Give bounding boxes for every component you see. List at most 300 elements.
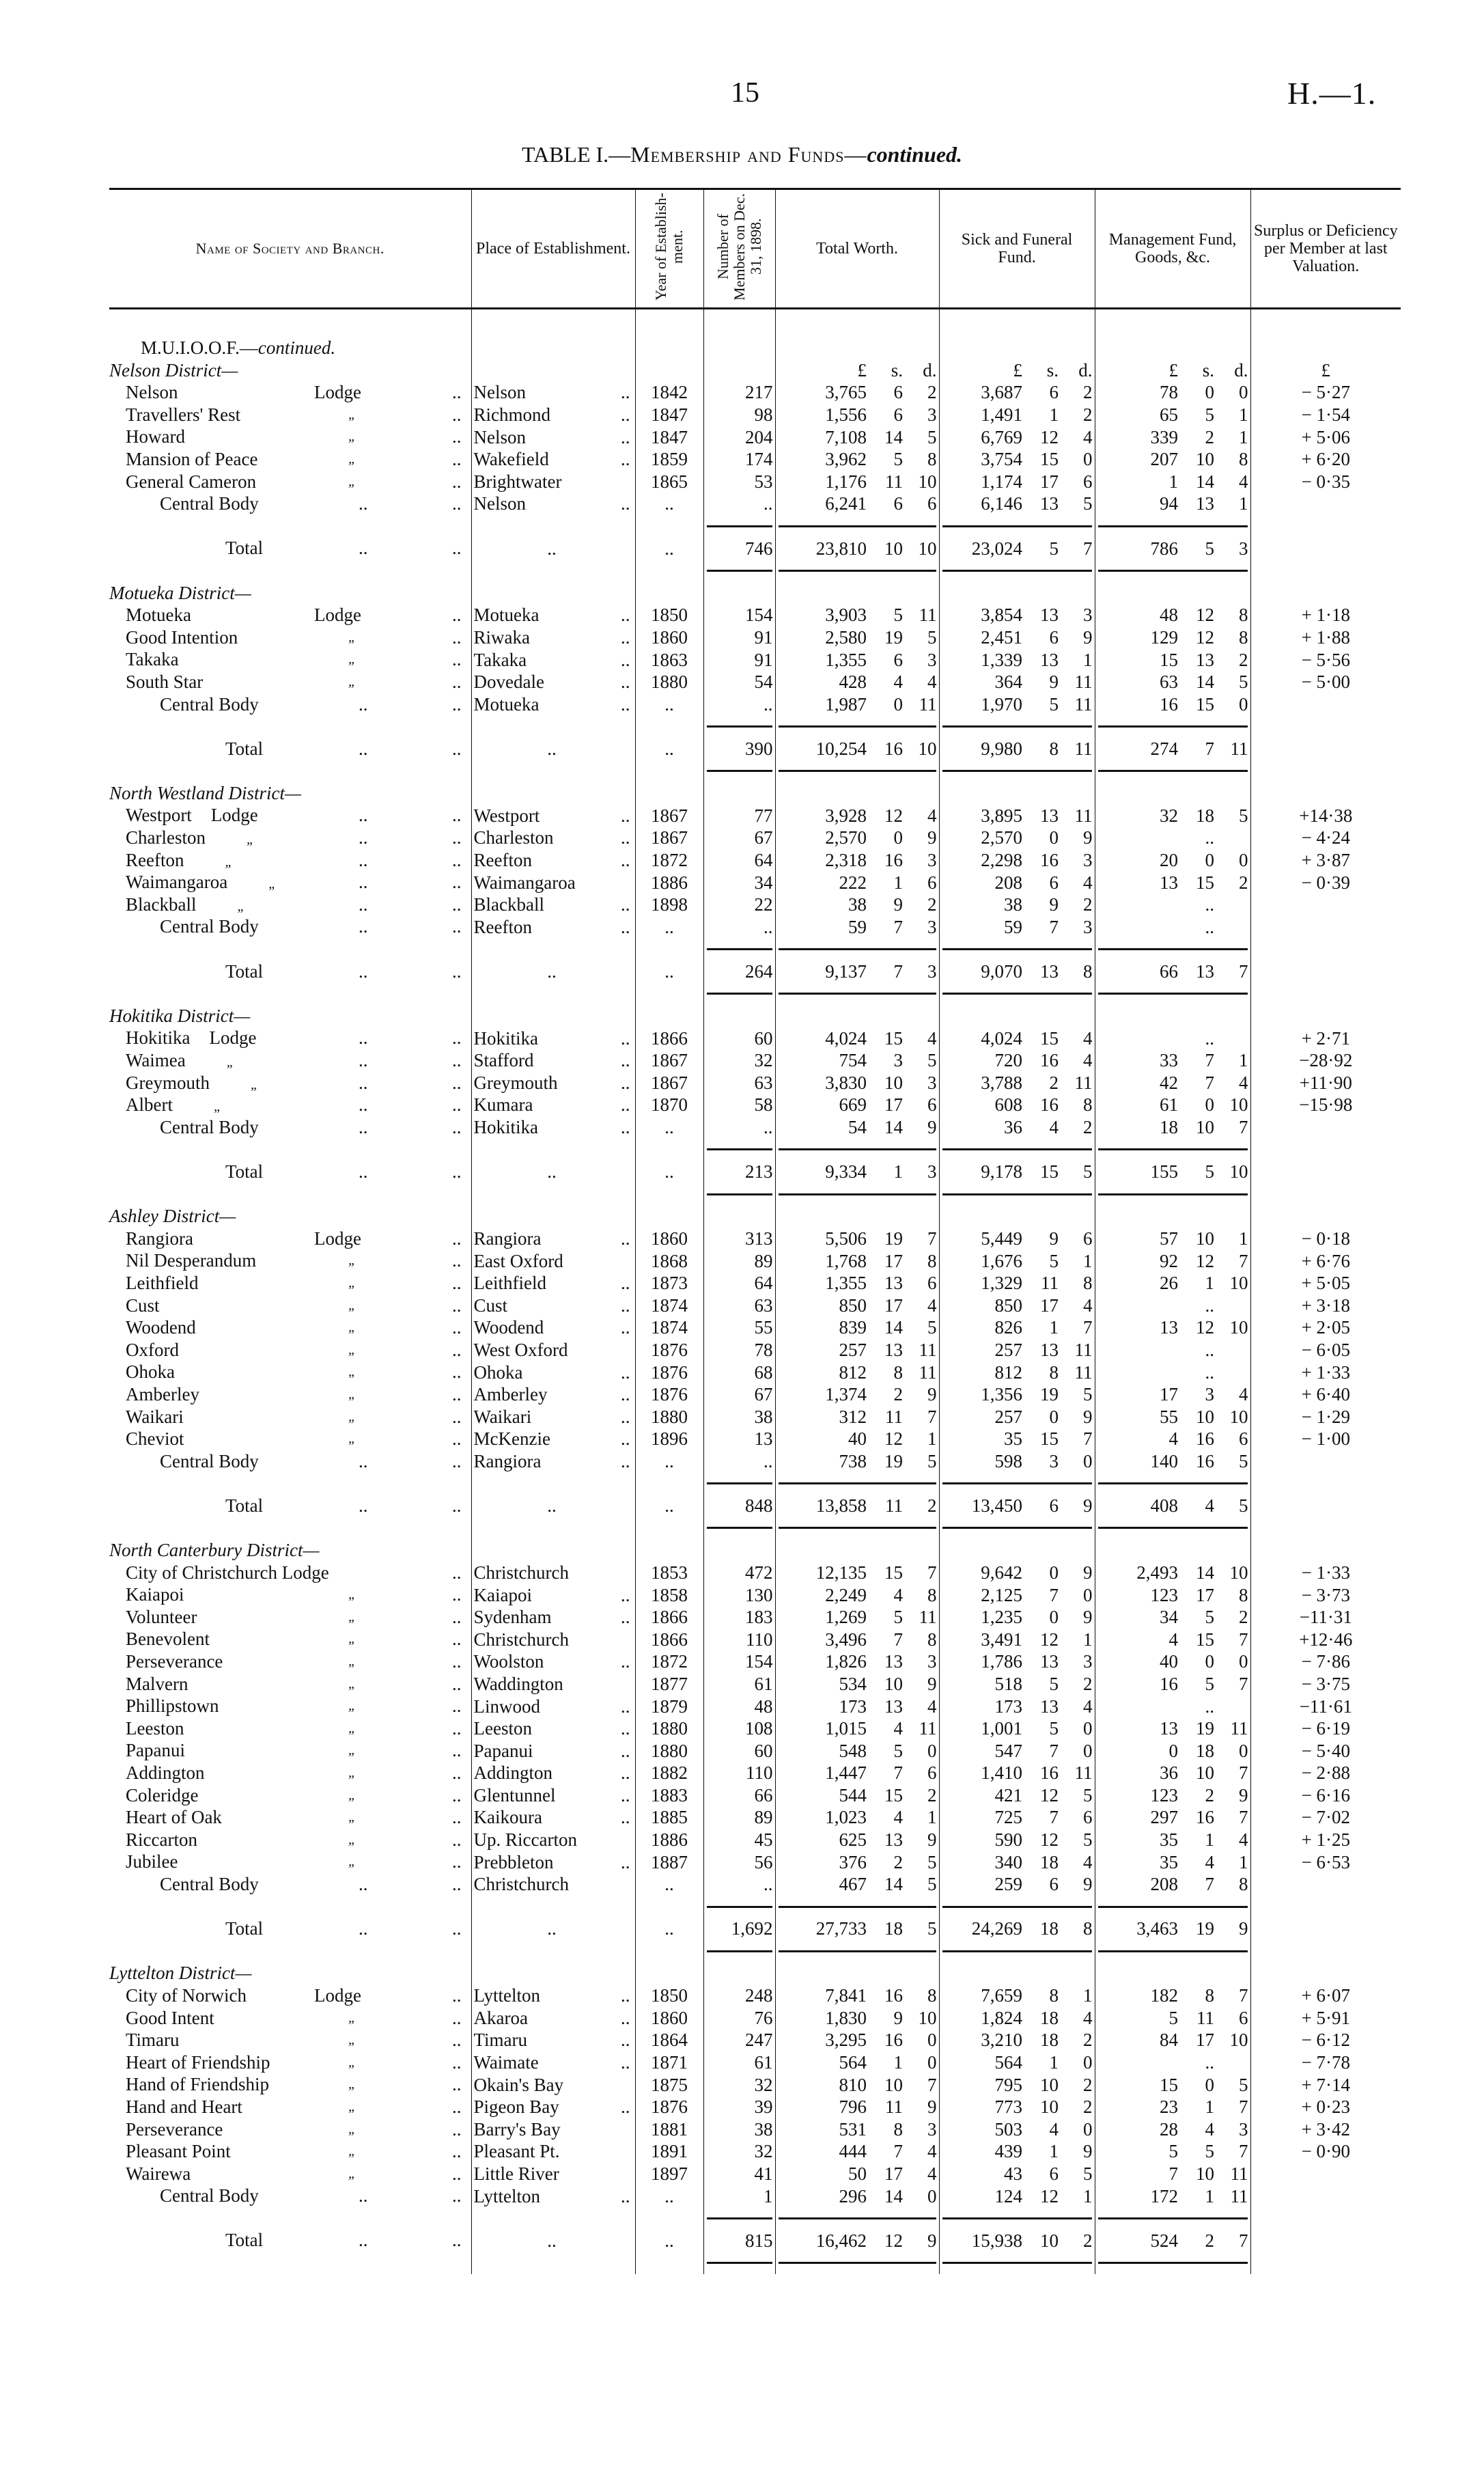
branch-name-cell <box>109 1829 471 1851</box>
empty-cell <box>635 1539 703 1562</box>
management-fund-shillings: 12 <box>1196 1250 1215 1271</box>
total-worth-shillings: 14 <box>884 1317 903 1338</box>
sick-funeral-fund-pence: 0 <box>1083 1718 1093 1739</box>
place-wrap <box>474 1873 633 1895</box>
empty-cell <box>1250 1940 1401 1963</box>
rule-row <box>109 982 1401 1005</box>
year-cell: 1860 <box>635 1228 703 1250</box>
year-cell: 1847 <box>635 404 703 426</box>
leader-dots <box>359 1094 368 1116</box>
total-worth-shillings: 9 <box>893 2007 903 2028</box>
district-name: North Westland District— <box>109 782 302 803</box>
leader-dots <box>452 849 462 871</box>
total-rule <box>1182 515 1216 538</box>
place-text: Akaroa <box>473 2007 528 2028</box>
place-cell <box>471 604 635 626</box>
district-heading-row <box>109 1205 1401 1228</box>
empty-cell <box>1061 1962 1095 1984</box>
sick-funeral-fund-pence: 0 <box>1083 2052 1093 2073</box>
lodge-suffix: „ <box>348 1631 356 1647</box>
lodge-suffix: „ <box>348 1720 356 1736</box>
total-worth-shillings: 8 <box>893 2118 903 2140</box>
sick-funeral-fund-shillings: 10 <box>1040 2074 1059 2095</box>
sick-funeral-fund-pounds: 6,146 <box>939 493 1026 515</box>
total-rule <box>1026 760 1061 782</box>
place-cell <box>471 626 635 649</box>
place-wrap <box>474 1495 633 1517</box>
leader-dots <box>452 493 462 514</box>
lodge-suffix: „ <box>348 2054 356 2070</box>
year-cell: 1850 <box>635 604 703 626</box>
year-cell: 1879 <box>635 1695 703 1717</box>
total-worth-shillings: 11 <box>885 471 903 492</box>
members-cell: 68 <box>703 1361 775 1383</box>
management-fund-pence <box>1216 2051 1250 2074</box>
empty-cell <box>1250 2252 1401 2274</box>
management-fund-pence: 3 <box>1239 538 1248 559</box>
management-fund-pence: 0 <box>1239 382 1248 403</box>
branch-row <box>109 1049 1401 1072</box>
place-cell <box>471 648 635 671</box>
place-cell <box>471 671 635 693</box>
branch-row <box>109 2185 1401 2207</box>
branch-row <box>109 827 1401 849</box>
leader-dots <box>452 894 462 915</box>
total-worth-shillings: 18 <box>884 1918 903 1939</box>
empty-cell <box>871 1005 905 1027</box>
total-worth-pence: 9 <box>927 2230 937 2251</box>
total-worth-pounds: 38 <box>775 894 871 916</box>
rule-row <box>109 760 1401 782</box>
management-fund-pounds: 15 <box>1095 2073 1182 2096</box>
total-rule <box>703 515 775 538</box>
branch-name: Amberley <box>126 1383 199 1404</box>
empty-cell <box>109 1940 471 1963</box>
lodge-suffix: „ <box>246 832 255 848</box>
unit-pence: d. <box>923 359 937 380</box>
empty-cell <box>635 1472 703 1495</box>
empty-cell <box>1095 309 1182 337</box>
total-worth-shillings: 7 <box>893 1629 903 1650</box>
empty-cell <box>703 309 775 337</box>
branch-name-cell <box>109 849 471 872</box>
management-fund-pounds: 35 <box>1095 1851 1182 1873</box>
total-worth-pounds: 1,830 <box>775 2007 871 2030</box>
place-cell <box>471 804 635 827</box>
branch-name-cell <box>109 1383 471 1406</box>
total-rule <box>1182 715 1216 738</box>
sick-funeral-fund-pounds: 3,210 <box>939 2029 1026 2051</box>
total-place <box>471 1918 635 1940</box>
lodge-suffix: „ <box>348 1765 356 1780</box>
total-worth-pence: 3 <box>927 649 937 670</box>
leader-dots <box>621 1406 630 1428</box>
total-rule <box>1182 2252 1216 2274</box>
place-text: Up. Riccarton <box>473 1829 577 1851</box>
branch-name-cell <box>109 2096 471 2118</box>
year-cell: 1875 <box>635 2073 703 2096</box>
total-worth-pounds: 738 <box>775 1450 871 1473</box>
management-fund-shillings: 11 <box>1196 2007 1215 2028</box>
total-rule <box>905 1472 939 1495</box>
branch-name-cell <box>109 1784 471 1807</box>
leader-dots <box>359 738 368 760</box>
total-worth-shillings: 17 <box>884 1094 903 1116</box>
sick-funeral-fund-pence: 2 <box>1083 404 1093 426</box>
total-rule <box>871 559 905 582</box>
total-worth-pence: 9 <box>927 2097 937 2118</box>
empty-cell <box>471 982 635 1005</box>
members-cell: 472 <box>703 1562 775 1584</box>
total-rule <box>703 1183 775 1206</box>
management-fund-pounds: 92 <box>1095 1249 1182 1272</box>
branch-row <box>109 1428 1401 1450</box>
members-cell: 130 <box>703 1583 775 1606</box>
branch-name <box>126 1049 234 1073</box>
leader-dots <box>452 537 462 559</box>
sick-funeral-fund-pounds: 35 <box>939 1428 1026 1450</box>
empty-cell <box>1216 582 1250 605</box>
surplus-deficiency: − 0·18 <box>1250 1228 1401 1250</box>
total-worth-pounds: 7,108 <box>775 426 871 448</box>
sick-funeral-fund-pounds: 518 <box>939 1673 1026 1696</box>
empty-cell <box>635 1138 703 1161</box>
year-cell: 1898 <box>635 894 703 916</box>
sick-funeral-fund-pounds: 2,125 <box>939 1583 1026 1606</box>
total-worth-pence: 9 <box>927 1117 937 1138</box>
surplus-deficiency: − 0·35 <box>1250 471 1401 493</box>
empty-cell <box>939 1962 1026 1984</box>
total-rule <box>871 2252 905 2274</box>
management-fund-pounds: 4 <box>1095 1428 1182 1450</box>
year-cell: 1860 <box>635 2007 703 2030</box>
management-fund-shillings: 10 <box>1196 2163 1215 2184</box>
total-label-cell <box>109 738 471 760</box>
total-worth-shillings: 4 <box>893 672 903 693</box>
empty-cell <box>1250 1896 1401 1918</box>
management-fund-pounds: 40 <box>1095 1650 1182 1673</box>
surplus-deficiency: − 0·39 <box>1250 871 1401 894</box>
total-worth-pence: 2 <box>927 1495 937 1517</box>
total-rule <box>939 760 1026 782</box>
sick-funeral-fund-shillings: 5 <box>1049 1250 1059 1271</box>
total-worth-shillings: 17 <box>884 2163 903 2184</box>
empty-cell <box>1182 1205 1216 1228</box>
total-worth-shillings: 1 <box>893 872 903 893</box>
surplus-deficiency: + 3·18 <box>1250 1295 1401 1317</box>
total-rule <box>1061 2207 1095 2230</box>
total-rule <box>775 1183 871 1206</box>
place-wrap <box>474 1584 633 1606</box>
total-rule <box>1026 1896 1061 1918</box>
total-worth-pounds: 1,768 <box>775 1249 871 1272</box>
place-text: Greymouth <box>473 1072 558 1093</box>
total-worth-pence: 3 <box>927 404 937 426</box>
total-rule <box>1061 559 1095 582</box>
sick-funeral-fund-pence: 7 <box>1083 538 1093 559</box>
sick-funeral-fund-pounds: 3,895 <box>939 804 1026 827</box>
empty-cell <box>939 337 1026 359</box>
surplus-deficiency <box>1250 1873 1401 1896</box>
total-worth-shillings: 17 <box>884 1295 903 1316</box>
district-cell <box>109 1962 471 1984</box>
total-rule <box>775 559 871 582</box>
sick-funeral-fund-shillings: 19 <box>1040 1384 1059 1405</box>
total-rule <box>1216 2207 1250 2230</box>
place-wrap <box>474 538 633 559</box>
empty-cell <box>635 782 703 805</box>
year-cell: .. <box>635 537 703 559</box>
sick-funeral-fund-shillings: 5 <box>1049 538 1059 559</box>
total-worth-pounds: 1,355 <box>775 648 871 671</box>
place-cell <box>471 1295 635 1317</box>
branch-name-cell <box>109 1116 471 1139</box>
sick-funeral-fund-pounds: 3,687 <box>939 381 1026 404</box>
members-cell: 204 <box>703 426 775 448</box>
total-worth-pence: 8 <box>927 1584 937 1605</box>
total-rule <box>905 2207 939 2230</box>
empty-cell <box>1061 1005 1095 1027</box>
year-cell: 1896 <box>635 1428 703 1450</box>
empty-cell <box>871 337 905 359</box>
empty-cell <box>703 1005 775 1027</box>
total-rule <box>775 715 871 738</box>
total-worth-pounds: 2,249 <box>775 1583 871 1606</box>
sick-funeral-fund-pounds: 364 <box>939 671 1026 693</box>
management-fund-shillings: .. <box>1205 916 1215 937</box>
place-wrap <box>474 872 633 894</box>
lodge-suffix: „ <box>348 451 356 467</box>
branch-row <box>109 1695 1401 1717</box>
management-fund-shillings: 5 <box>1205 1673 1215 1694</box>
management-fund-shillings: 19 <box>1196 1718 1215 1739</box>
leader-dots <box>621 2185 630 2207</box>
place-cell <box>471 894 635 916</box>
empty-cell <box>703 582 775 605</box>
total-rule <box>1182 1896 1216 1918</box>
total-worth-pounds: 9,334 <box>775 1161 871 1183</box>
members-cell: 58 <box>703 1094 775 1116</box>
sick-funeral-fund-shillings: 7 <box>1049 1584 1059 1605</box>
branch-row <box>109 1583 1401 1606</box>
branch-row <box>109 2051 1401 2074</box>
branch-name: Travellers' Rest <box>126 404 241 425</box>
total-place <box>471 537 635 559</box>
sick-funeral-fund-pence: 5 <box>1083 1161 1093 1182</box>
branch-row <box>109 1027 1401 1049</box>
leader-dots <box>621 404 630 426</box>
place-text: Leithfield <box>473 1273 546 1294</box>
lodge-suffix: „ <box>348 406 356 422</box>
empty-cell <box>1250 515 1401 538</box>
total-worth-shillings: 13 <box>884 1340 903 1361</box>
sick-funeral-fund-pence: 9 <box>1083 1607 1093 1628</box>
total-worth-pounds: 296 <box>775 2185 871 2207</box>
total-worth-pounds: 376 <box>775 1851 871 1873</box>
total-worth-pounds: 5,506 <box>775 1228 871 1250</box>
branch-row <box>109 2140 1401 2163</box>
sick-funeral-fund-pence: 6 <box>1083 471 1093 492</box>
total-worth-shillings: 14 <box>884 426 903 447</box>
lodge-suffix: „ <box>348 1854 356 1870</box>
management-fund-pence: 9 <box>1239 1784 1248 1805</box>
members-cell: 56 <box>703 1851 775 1873</box>
management-fund-pence: 1 <box>1239 1050 1248 1071</box>
place-wrap <box>474 1339 633 1361</box>
total-worth-pounds: 4,024 <box>775 1027 871 1049</box>
management-fund-pounds: 13 <box>1095 871 1182 894</box>
management-fund-shillings: 8 <box>1205 1985 1215 2006</box>
management-fund-pence: 0 <box>1239 1651 1248 1672</box>
management-fund-pence: 1 <box>1239 404 1248 426</box>
management-fund-pounds: 28 <box>1095 2118 1182 2141</box>
place-wrap <box>474 1784 633 1806</box>
total-rule <box>1026 559 1061 582</box>
table-body <box>109 309 1401 2274</box>
sick-funeral-fund-pounds: 13,450 <box>939 1495 1026 1517</box>
total-worth-pence: 9 <box>927 1673 937 1694</box>
members-cell: 22 <box>703 894 775 916</box>
branch-row <box>109 671 1401 693</box>
place-cell <box>471 1249 635 1272</box>
management-fund-pence: 8 <box>1239 605 1248 626</box>
total-worth-pounds: 534 <box>775 1673 871 1696</box>
place-cell <box>471 1717 635 1740</box>
total-worth-pence: 2 <box>927 382 937 403</box>
leader-dots <box>621 1116 630 1138</box>
total-worth-shillings: 13 <box>884 1696 903 1717</box>
year-cell: 1882 <box>635 1762 703 1784</box>
leader-dots <box>452 1228 462 1249</box>
branch-name-cell <box>109 1762 471 1784</box>
sick-funeral-fund-pounds: 36 <box>939 1116 1026 1139</box>
sick-funeral-fund-pence: 5 <box>1083 493 1093 514</box>
management-fund-pence: 11 <box>1230 738 1248 759</box>
place-wrap <box>474 626 633 648</box>
sick-funeral-fund-shillings: 15 <box>1040 1027 1059 1049</box>
sick-funeral-fund-pounds: 590 <box>939 1829 1026 1851</box>
place-wrap <box>474 693 633 715</box>
management-fund-pence: 9 <box>1239 1918 1248 1939</box>
management-fund-pence: 8 <box>1239 449 1248 470</box>
management-fund-pence: 7 <box>1239 1807 1248 1828</box>
leader-dots <box>621 381 630 403</box>
total-rule <box>1182 1183 1216 1206</box>
members-cell: 78 <box>703 1339 775 1361</box>
sick-funeral-fund-pounds: 3,788 <box>939 1072 1026 1094</box>
sick-funeral-fund-shillings: 16 <box>1040 1050 1059 1071</box>
leader-dots <box>621 2007 630 2029</box>
surplus-deficiency: + 1·33 <box>1250 1361 1401 1383</box>
total-worth-shillings: 16 <box>884 1985 903 2006</box>
total-rule <box>939 2252 1026 2274</box>
leader-dots <box>452 2096 462 2118</box>
leader-dots <box>452 448 462 470</box>
management-fund-shillings: 4 <box>1205 2118 1215 2140</box>
sick-funeral-fund-pence: 3 <box>1083 605 1093 626</box>
district-cell <box>109 582 471 605</box>
empty-cell <box>635 982 703 1005</box>
total-worth-pounds: 3,830 <box>775 1072 871 1094</box>
total-worth-pounds: 173 <box>775 1695 871 1717</box>
sick-funeral-fund-pence: 1 <box>1083 649 1093 670</box>
empty-cell <box>1216 309 1250 337</box>
total-rule <box>871 982 905 1005</box>
sick-funeral-fund-pence: 2 <box>1083 2074 1093 2095</box>
empty-cell <box>109 982 471 1005</box>
year-cell: 1867 <box>635 1049 703 1072</box>
total-worth-shillings: 16 <box>884 2030 903 2051</box>
place-wrap <box>474 471 633 493</box>
management-fund-shillings: .. <box>1205 1340 1215 1361</box>
management-fund-pence: 7 <box>1239 2230 1248 2251</box>
total-worth-pounds: 754 <box>775 1049 871 1072</box>
leader-dots <box>359 693 368 715</box>
total-worth-pence: 10 <box>918 2007 937 2028</box>
total-rule <box>1026 1517 1061 1539</box>
empty-cell <box>1250 582 1401 605</box>
place-wrap <box>474 2163 633 2185</box>
total-worth-pence: 6 <box>927 1094 937 1116</box>
branch-name-cell <box>109 1650 471 1673</box>
total-worth-pounds: 16,462 <box>775 2229 871 2252</box>
empty-cell <box>1250 715 1401 738</box>
total-worth-shillings: 12 <box>884 2230 903 2251</box>
unit-pence: d. <box>1078 359 1093 380</box>
total-label-cell <box>109 537 471 559</box>
leader-dots <box>452 1161 462 1182</box>
management-fund-pounds: 63 <box>1095 671 1182 693</box>
year-cell: .. <box>635 1450 703 1473</box>
leader-dots <box>452 1027 462 1049</box>
sick-funeral-fund-shillings: 10 <box>1040 2230 1059 2251</box>
total-worth-pence: 8 <box>927 1629 937 1650</box>
management-fund-pence <box>1216 1027 1250 1049</box>
lodge-suffix: „ <box>225 854 233 870</box>
total-rule <box>775 1940 871 1963</box>
total-label-cell <box>109 1918 471 1940</box>
management-fund-shillings: 13 <box>1196 960 1215 982</box>
year-cell: 1886 <box>635 871 703 894</box>
leader-dots <box>359 871 368 893</box>
empty-cell <box>1216 1962 1250 1984</box>
sick-funeral-fund-pence: 5 <box>1083 1384 1093 1405</box>
empty-cell <box>939 782 1026 805</box>
total-rule <box>1026 1138 1061 1161</box>
total-rule <box>703 760 775 782</box>
lodge-suffix: „ <box>237 898 245 914</box>
leader-dots <box>359 1027 368 1049</box>
leader-dots <box>452 1806 462 1828</box>
management-fund-pounds: 140 <box>1095 1450 1182 1473</box>
leader-dots <box>621 1606 630 1628</box>
management-fund-pounds: 78 <box>1095 381 1182 404</box>
sick-funeral-fund-pounds: 564 <box>939 2051 1026 2074</box>
management-fund-pounds: 16 <box>1095 1673 1182 1696</box>
sick-funeral-fund-shillings: 6 <box>1049 1495 1059 1517</box>
empty-cell <box>1250 1918 1401 1940</box>
branch-name-cell <box>109 448 471 471</box>
sick-funeral-fund-pounds: 3,854 <box>939 604 1026 626</box>
total-worth-pounds: 59 <box>775 915 871 938</box>
branch-name: Cheviot <box>126 1428 184 1450</box>
place-wrap <box>474 2185 633 2207</box>
leader-dots <box>621 1072 630 1094</box>
branch-row <box>109 1116 1401 1139</box>
leader-dots <box>452 960 462 982</box>
branch-row <box>109 1717 1401 1740</box>
total-rule <box>1216 1472 1250 1495</box>
